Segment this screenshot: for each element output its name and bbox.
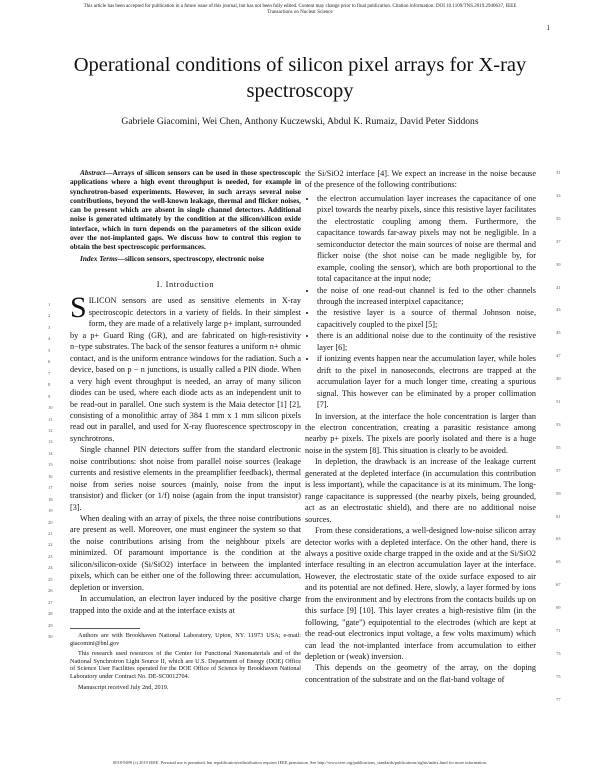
line-number: 16 — [48, 473, 53, 479]
line-number: 69 — [556, 605, 561, 611]
abstract-text: —Arrays of silicon sensors can be used in those spectroscopic applications where a high event throughput is needed, for example in synchrotron-based experiments. However, in such arrays several noise contributions, beyond the well-known leakage, thermal and flicker noises, can be present which are absent in single channel detectors. Additional noise is generated ultimately by the condition at the silicon/silicon oxide interface, which in turn depends on the parameters of the silicon oxide over the not-implanted gaps. We discuss how to control this region to obtain the best spectroscopic performances. — [70, 168, 301, 252]
line-number: 3 — [48, 324, 51, 330]
line-number: 8 — [48, 382, 51, 388]
right-paragraph-4: This depends on the geometry of the array, on the doping concentration of the substrate and on the flat-band voltage of — [305, 663, 536, 684]
drop-cap: S — [70, 291, 87, 325]
right-paragraph-3: From these considerations, a well-designed low-noise silicon array detector works with a depleted interface. On the other hand, there is always a positive oxide charge trapped in the oxide and at the Si/SiO2 interface resulting in an electron accumulation layer at the interface. However, the electrostatic state of the oxide surface exposed to air and its potential are not defined. Here, slowly, a layer formed by ions from the environment and by electrons from the contacts builds up on this surface [9] [10]. This layer creates a high-resistive film (in the following, "gate") equipotential to the electrodes (which are kept at the read-out electronics input voltage, a few volts maximum) which can lead the not-implanted interface from accumulation to either depletion or (weak) inversion. — [305, 526, 536, 662]
line-number: 53 — [556, 421, 561, 427]
line-number: 25 — [48, 576, 53, 582]
line-number: 77 — [556, 696, 561, 702]
line-number: 57 — [556, 467, 561, 473]
line-number: 30 — [48, 634, 53, 640]
line-number: 75 — [556, 673, 561, 679]
line-number: 20 — [48, 519, 53, 525]
line-number: 22 — [48, 542, 53, 548]
index-terms-label: Index Terms — [80, 253, 118, 263]
left-column — [70, 168, 301, 691]
author-list: Gabriele Giacomini, Wei Chen, Anthony Kuczewski, Abdul K. Rumaiz, David Peter Siddons — [121, 116, 479, 127]
copyright-footer: 0018-9499 (c) 2019 IEEE. Personal use is permitted, but republication/redistribution requires IEEE permission. See http://www.ieee.org/publications_standards/publications/rights/index.html for more information. — [113, 760, 487, 765]
line-number: 51 — [556, 399, 561, 404]
line-number: 24 — [48, 565, 53, 571]
line-number: 7 — [48, 370, 51, 376]
right-paragraph-0: the Si/SiO2 interface [4]. We expect an increase in the noise because of the presence of the following contributions: — [305, 169, 536, 190]
footnote-manuscript-date: Manuscript received July 2nd, 2019. — [78, 683, 169, 691]
list-item: • if ionizing events happen near the accumulation layer, while holes drift to the pixel in nanoseconds, electrons are trapped at the accumulation layer for a much longer time, creating a spurious signal. This however can be eliminated by a proper collimation [7]. — [317, 353, 536, 410]
line-number: 59 — [556, 490, 561, 496]
line-number: 21 — [48, 531, 53, 536]
line-number: 13 — [48, 439, 53, 445]
line-number: 1 — [48, 302, 51, 307]
line-number: 55 — [556, 444, 561, 450]
line-number: 31 — [556, 170, 561, 175]
right-column — [305, 168, 536, 685]
abstract — [70, 168, 301, 252]
line-number: 17 — [48, 485, 53, 491]
page-number: 1 — [546, 24, 550, 32]
line-number: 37 — [556, 238, 561, 244]
line-number: 26 — [48, 588, 53, 594]
line-number: 2 — [48, 313, 51, 319]
line-number: 27 — [48, 599, 53, 605]
line-number: 43 — [556, 307, 561, 313]
line-number: 15 — [48, 462, 53, 468]
footnote-rule — [70, 628, 140, 629]
line-number: 45 — [556, 330, 561, 336]
line-number: 11 — [48, 416, 53, 422]
line-number: 35 — [556, 215, 561, 221]
line-number: 39 — [556, 261, 561, 267]
right-paragraph-1: In inversion, at the interface the hole concentration is larger than the electron concentration, creating a parasitic resistance among nearby p+ pixels. The pixels are poorly isolated and there is a huge noise in the system [8]. This situation is clearly to be avoided. — [305, 411, 536, 455]
intro-paragraph-1 — [70, 291, 301, 444]
right-paragraph-2: In depletion, the drawback is an increase of the leakage current generated at the depleted interface (in accumulation this contribution is less important), while the capacitance is at its minimum. The long-range capacitance is suppressed (the nearby pixels, being grounded, act as an electrostatic shield), and there are no additional noise sources. — [305, 457, 536, 524]
line-number: 12 — [48, 427, 53, 433]
line-number: 61 — [556, 513, 561, 519]
line-number: 4 — [48, 336, 51, 342]
intro-p1-text: ILICON sensors are used as sensitive elements in X-ray spectroscopic detectors in a variety of fields. In their simplest form, they are made of a relatively large p+ implant, surrounded by a p+ Guard Ring (GR), and are fabricated on high-resistivity n−type substrates. The back of the sensor features a uniform n+ ohmic contact, and is the uniform entrance windows for the radiation. Such a device, based on p − n junctions, is usually called a PIN diode. When a very high event throughput is needed, an array of many silicon diodes can be used, where each diode acts as an independent unit to be read-out in parallel. One such system is the Maia detector [1] [2], consisting of a monolithic array of 384 1 mm x 1 mm silicon pixels read out in parallel, and used for X-ray fluorescence spectroscopy in synchrotrons. — [70, 296, 301, 443]
intro-paragraph-3: When dealing with an array of pixels, the three noise contributions are present as well. Moreover, one must engineer the system so that the noise contributions arising from the neighbour pixels are minimized. Of paramount importance is the condition at the silicon/silicon-oxide (Si/SiO2) interface in between the implanted pixels, which can be either one of the following three: accumulation, depletion or inversion. — [70, 514, 301, 592]
list-item: • the electron accumulation layer increases the capacitance of one pixel towards the nearby pixels, since this resistive layer facilitates the electrostatic coupling among them. Furthermore, the capacitance towards far-away pixels may not be negligible. In a semiconductor detector the main sources of noise are thermal and flicker noise (the shot noise can be made negligible by, for example, cooling the sensor), which are both proportional to the total capacitance at the input node; — [317, 193, 536, 285]
line-number: 6 — [48, 359, 51, 365]
line-number: 9 — [48, 393, 51, 399]
line-number: 47 — [556, 353, 561, 359]
line-number: 29 — [48, 622, 53, 628]
line-number: 63 — [556, 536, 561, 542]
noise-contribution-list — [305, 193, 536, 411]
list-item: • the noise of one read-out channel is fed to the other channels through the increased interpixel capacitance; — [317, 285, 536, 308]
list-item: • the resistive layer is a source of thermal Johnson noise, capacitively coupled to the pixel [5]; — [317, 307, 536, 330]
intro-paragraph-2: Single channel PIN detectors suffer from the standard electronic noise contributions: shot noise from parallel noise sources (leakage currents and resistive elements in the preamplifier feedback), thermal noise from series noise sources (mainly, noise from the input transistor) and flicker (or 1/f) noise (again from the input transistor) [3]. — [70, 445, 301, 512]
line-number: 14 — [48, 450, 53, 456]
intro-paragraph-4: In accumulation, an electron layer induced by the positive charge trapped into the oxide and at the interface exists at — [70, 594, 301, 615]
index-terms-text: —silicon sensors, spectroscopy, electronic noise — [117, 253, 265, 263]
line-number: 49 — [556, 376, 561, 382]
footnote-acknowledgement: This research used resources of the Center for Functional Nanomaterials and of the National Synchrotron Light Source II, which are U.S. Department of Energy (DOE) Office of Science User Facilities operated for the DOE Office of Science by Brookhaven National Laboratory under Contract No. DE-SC0012704. — [70, 650, 301, 681]
line-number: 10 — [48, 405, 53, 411]
line-number: 5 — [48, 347, 51, 353]
abstract-label: Abstract — [80, 168, 106, 177]
line-number: 23 — [48, 553, 53, 559]
line-number: 67 — [556, 582, 561, 588]
line-number: 41 — [556, 284, 561, 290]
line-number: 71 — [556, 628, 561, 633]
header-line-2: Transactions on Nuclear Science — [267, 10, 333, 16]
journal-header — [6, 4, 594, 16]
line-number: 28 — [48, 611, 53, 617]
header-line-1: This article has been accepted for publication in a future issue of this journal, but has not been fully edited. Content may change prior to final publication. Citation information: DOI 10.1109/TNS.2019.2940637, IEEE — [83, 4, 517, 9]
footnote-affiliation: Authors are with Brookhaven National Laboratory, Upton, NY. 11973 USA; e-mail: giacomini@bnl.gov — [70, 632, 301, 647]
index-terms — [70, 254, 301, 263]
list-item: • there is an additional noise due to the continuity of the resistive layer [6]; — [317, 330, 536, 353]
line-number: 33 — [556, 192, 561, 198]
line-number: 18 — [48, 496, 53, 502]
line-number: 73 — [556, 650, 561, 656]
paper-title: Operational conditions of silicon pixel arrays for X-ray spectroscopy — [73, 54, 527, 102]
line-number: 19 — [48, 508, 53, 514]
line-number: 65 — [556, 559, 561, 565]
section-heading: I. Introduction — [156, 279, 215, 289]
